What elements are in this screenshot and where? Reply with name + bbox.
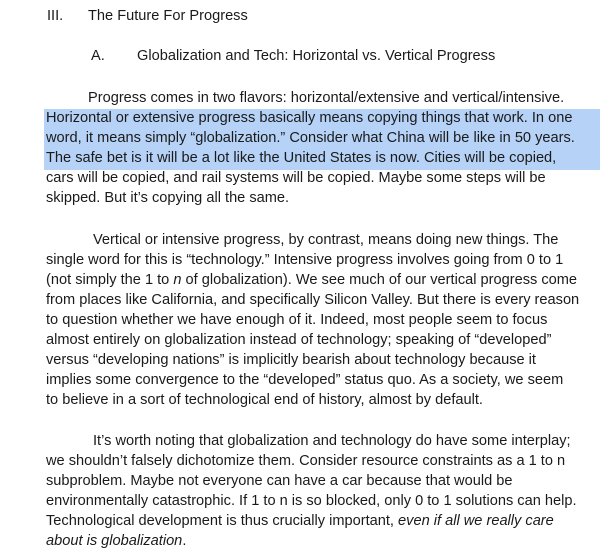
paragraph-line: Vertical or intensive progress, by contrast, means doing new things. The [93, 232, 559, 248]
paragraph-line: we shouldn’t falsely dichotomize them. Consider resource constraints as a 1 to n [46, 453, 566, 469]
paragraph-line: It’s worth noting that globalization and technology do have some interplay; [93, 433, 571, 449]
subsection-title: Globalization and Tech: Horizontal vs. Vertical Progress [137, 48, 496, 64]
paragraph-line: to believe in a sort of technological end of history, almost by default. [46, 392, 483, 408]
paragraph-line: almost entirely on globalization instead of technology; speaking of “developed” [46, 332, 552, 348]
italic-n: n [173, 272, 182, 288]
section-title: The Future For Progress [88, 8, 248, 24]
paragraph-line: Cities will be copied, [424, 150, 557, 166]
selected-text[interactable]: word, it means simply “globalization.” Consider what China will be like in 50 years. [46, 130, 575, 146]
paragraph-line: from places like California, and specifically Silicon Valley. But there is every reason [46, 292, 580, 308]
paragraph-line: (not simply the 1 to [46, 272, 174, 288]
paragraph-line: . [182, 533, 187, 549]
selected-text[interactable]: Horizontal or extensive progress basically means copying things that work. In one [46, 110, 573, 126]
paragraph-line: cars will be copied, and rail systems will be copied. Maybe some steps will be [46, 170, 546, 186]
paragraph-line: subproblem. Maybe not everyone can have a car because that would be [46, 473, 513, 489]
paragraph-line: single word for this is “technology.” Intensive progress involves going from 0 to 1 [46, 252, 564, 268]
paragraph-line: Technological development is thus crucially important, [46, 513, 399, 529]
paragraph-line: of globalization). We see much of our vertical progress come [181, 272, 578, 288]
paragraph-line: environmentally catastrophic. If 1 to n is so blocked, only 0 to 1 solutions can help. [46, 493, 577, 509]
italic-text: about is globalization [46, 533, 183, 549]
selected-text[interactable]: The safe bet is it will be a lot like the United States is now. [46, 150, 420, 166]
italic-text: even if all we really care [398, 513, 554, 529]
subsection-letter: A. [91, 48, 105, 64]
paragraph-line: implies some convergence to the “developed” status quo. As a society, we seem [46, 372, 564, 388]
paragraph-line: skipped. But it’s copying all the same. [46, 190, 290, 206]
section-numeral: III. [47, 8, 64, 24]
paragraph-line: to question whether we have enough of it. Indeed, most people seem to focus [46, 312, 548, 328]
paragraph-line: Progress comes in two flavors: horizontal/extensive and vertical/intensive. [88, 90, 565, 106]
paragraph-line: versus “developing nations” is implicitly bearish about technology because it [46, 352, 536, 368]
